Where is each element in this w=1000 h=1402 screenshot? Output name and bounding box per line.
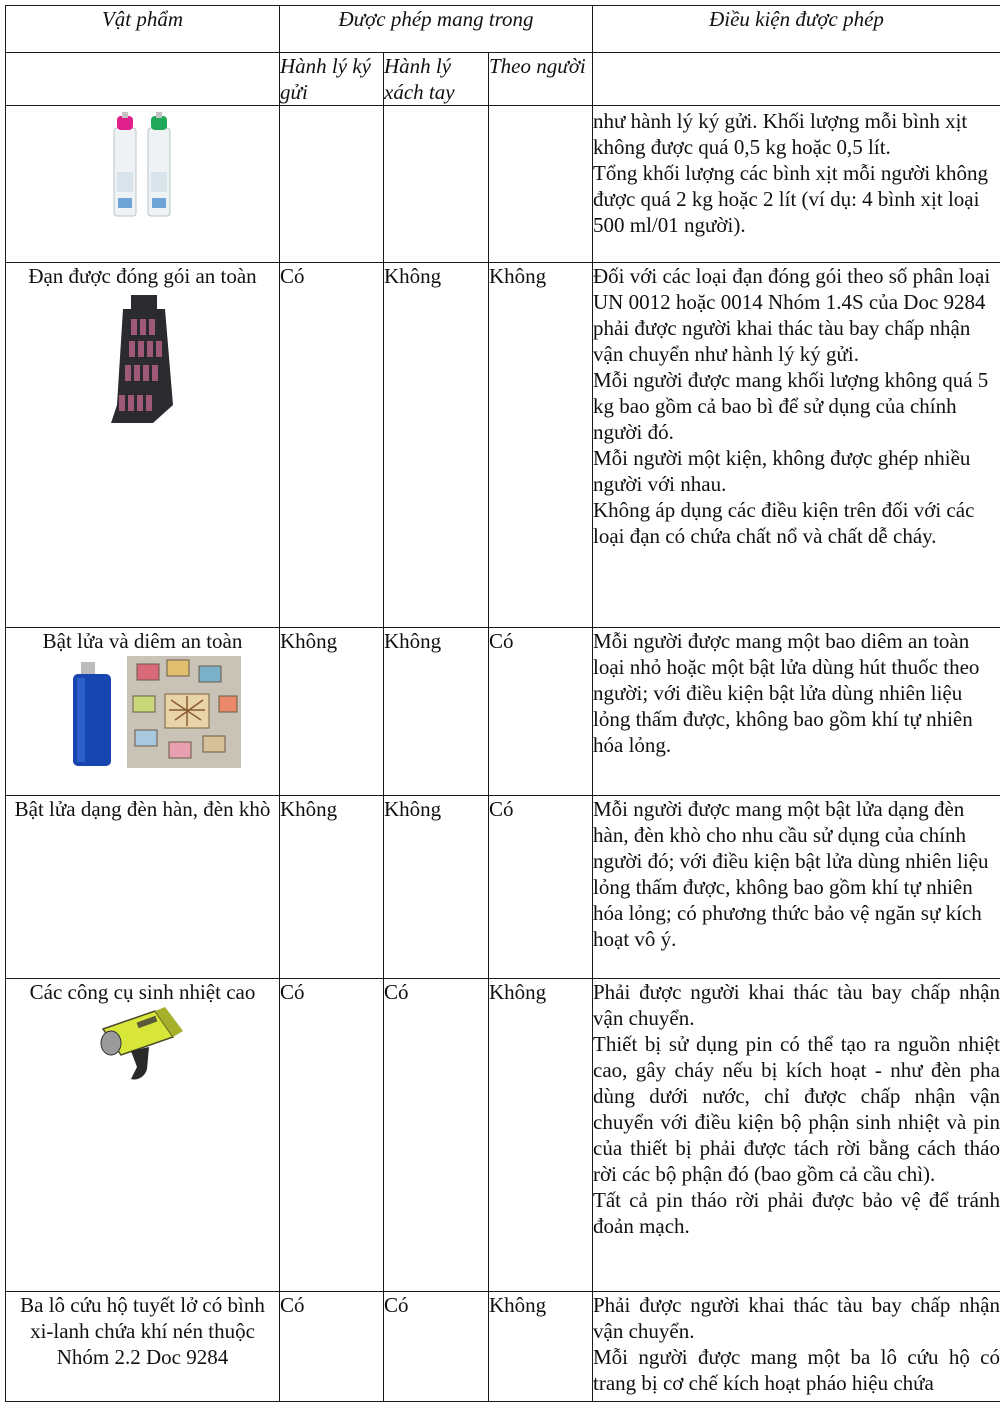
item-cell — [6, 1292, 280, 1402]
sub-checked-header: Hành lý ký gửi — [280, 53, 384, 106]
regulation-table — [5, 5, 1000, 1402]
person-cell: Không — [489, 263, 593, 628]
condition-line: Phải được người khai thác tàu bay chấp nhận vận chuyển. — [593, 1292, 1000, 1344]
col-allowed-header: Được phép mang trong — [280, 6, 593, 53]
cabin-cell: Có — [384, 979, 489, 1292]
condition-line: Mỗi người được mang khối lượng không quá 5 kg bao gồm cả bao bì để sử dụng của chính người đó. — [593, 367, 1000, 445]
condition-line: Mỗi người một kiện, không được ghép nhiều người với nhau. — [593, 445, 1000, 497]
item-cell — [6, 979, 280, 1292]
table-row — [6, 106, 1000, 263]
item-cell — [6, 263, 280, 628]
person-cell: Không — [489, 1292, 593, 1402]
condition-line: Tất cả pin tháo rời phải được bảo vệ để tránh đoản mạch. — [593, 1187, 1000, 1239]
condition-line: Tổng khối lượng các bình xịt mỗi người không được quá 2 kg hoặc 2 lít (ví dụ: 4 bình xịt loại 500 ml/01 người). — [593, 160, 1000, 238]
sub-person-header: Theo người — [489, 53, 593, 106]
ammunition-pouch-image — [103, 295, 183, 425]
cabin-cell — [384, 106, 489, 263]
cabin-cell: Không — [384, 796, 489, 979]
subheader-row — [6, 53, 1000, 106]
condition-line: Đối với các loại đạn đóng gói theo số phân loại UN 0012 hoặc 0014 Nhóm 1.4S của Doc 9284 phải được người khai thác tàu bay chấp nhận vận chuyển như hành lý ký gửi. — [593, 263, 1000, 367]
subheader-empty-condition — [593, 53, 1000, 106]
person-cell: Có — [489, 796, 593, 979]
condition-cell — [593, 979, 1000, 1292]
cabin-cell: Không — [384, 628, 489, 796]
condition-cell — [593, 1292, 1000, 1402]
cabin-cell: Có — [384, 1292, 489, 1402]
condition-cell — [593, 106, 1000, 263]
condition-line: Phải được người khai thác tàu bay chấp nhận vận chuyển. — [593, 979, 1000, 1031]
person-cell: Không — [489, 979, 593, 1292]
table-row — [6, 263, 1000, 628]
table-row — [6, 628, 1000, 796]
condition-line: Không áp dụng các điều kiện trên đối với các loại đạn có chứa chất nổ và chất dễ cháy. — [593, 497, 1000, 549]
table-row — [6, 796, 1000, 979]
table-row — [6, 979, 1000, 1292]
col-item-header: Vật phẩm — [6, 6, 280, 53]
col-condition-header: Điều kiện được phép — [593, 6, 1000, 53]
item-label: Bật lửa và diêm an toàn — [43, 629, 243, 653]
item-label: Các công cụ sinh nhiệt cao — [30, 980, 256, 1004]
table-row — [6, 1292, 1000, 1402]
item-label: Bật lửa dạng đèn hàn, đèn khò — [15, 797, 271, 821]
condition-line: Thiết bị sử dụng pin có thể tạo ra nguồn nhiệt cao, gây cháy nếu bị kích hoạt - như đèn pha dùng dưới nước, chỉ được chấp nhận vận chuyển với điều kiện bộ phận sinh nhiệt và pin của thiết bị phải được tách rời bằng cách tháo rời các bộ phận đó (bao gồm cả cầu chì). — [593, 1031, 1000, 1187]
spray-can-image — [108, 112, 178, 220]
diving-torch-image — [97, 1007, 189, 1085]
condition-line: Mỗi người được mang một bao diêm an toàn loại nhỏ hoặc một bật lửa dùng hút thuốc theo người; với điều kiện bật lửa dùng nhiên liệu lỏng thấm được, không bao gồm khí tự nhiên hóa lỏng. — [593, 628, 1000, 758]
checked-cell — [280, 106, 384, 263]
condition-line: Mỗi người được mang một ba lô cứu hộ có trang bị cơ chế kích hoạt pháo hiệu chứa — [593, 1344, 1000, 1396]
checked-cell: Không — [280, 628, 384, 796]
item-cell — [6, 628, 280, 796]
person-cell — [489, 106, 593, 263]
item-cell — [6, 796, 280, 979]
condition-cell — [593, 263, 1000, 628]
header-row — [6, 6, 1000, 53]
person-cell: Có — [489, 628, 593, 796]
checked-cell: Không — [280, 796, 384, 979]
condition-line: như hành lý ký gửi. Khối lượng mỗi bình xịt không được quá 0,5 kg hoặc 0,5 lít. — [593, 108, 1000, 160]
item-label: Đạn được đóng gói an toàn — [28, 264, 256, 288]
checked-cell: Có — [280, 979, 384, 1292]
condition-cell — [593, 796, 1000, 979]
item-cell — [6, 106, 280, 263]
condition-line: Mỗi người được mang một bật lửa dạng đèn hàn, đèn khò cho nhu cầu sử dụng của chính người đó; với điều kiện bật lửa dùng nhiên liệu lỏng thấm được, không bao gồm khí tự nhiên hóa lỏng; có phương thức bảo vệ ngăn sự kích hoạt vô ý. — [593, 796, 1000, 952]
cabin-cell: Không — [384, 263, 489, 628]
checked-cell: Có — [280, 263, 384, 628]
subheader-empty-item — [6, 53, 280, 106]
lighter-and-matches-image — [43, 656, 243, 768]
sub-cabin-header: Hành lý xách tay — [384, 53, 489, 106]
item-label: Ba lô cứu hộ tuyết lở có bình xi-lanh chứa khí nén thuộc Nhóm 2.2 Doc 9284 — [20, 1293, 265, 1369]
checked-cell: Có — [280, 1292, 384, 1402]
condition-cell — [593, 628, 1000, 796]
